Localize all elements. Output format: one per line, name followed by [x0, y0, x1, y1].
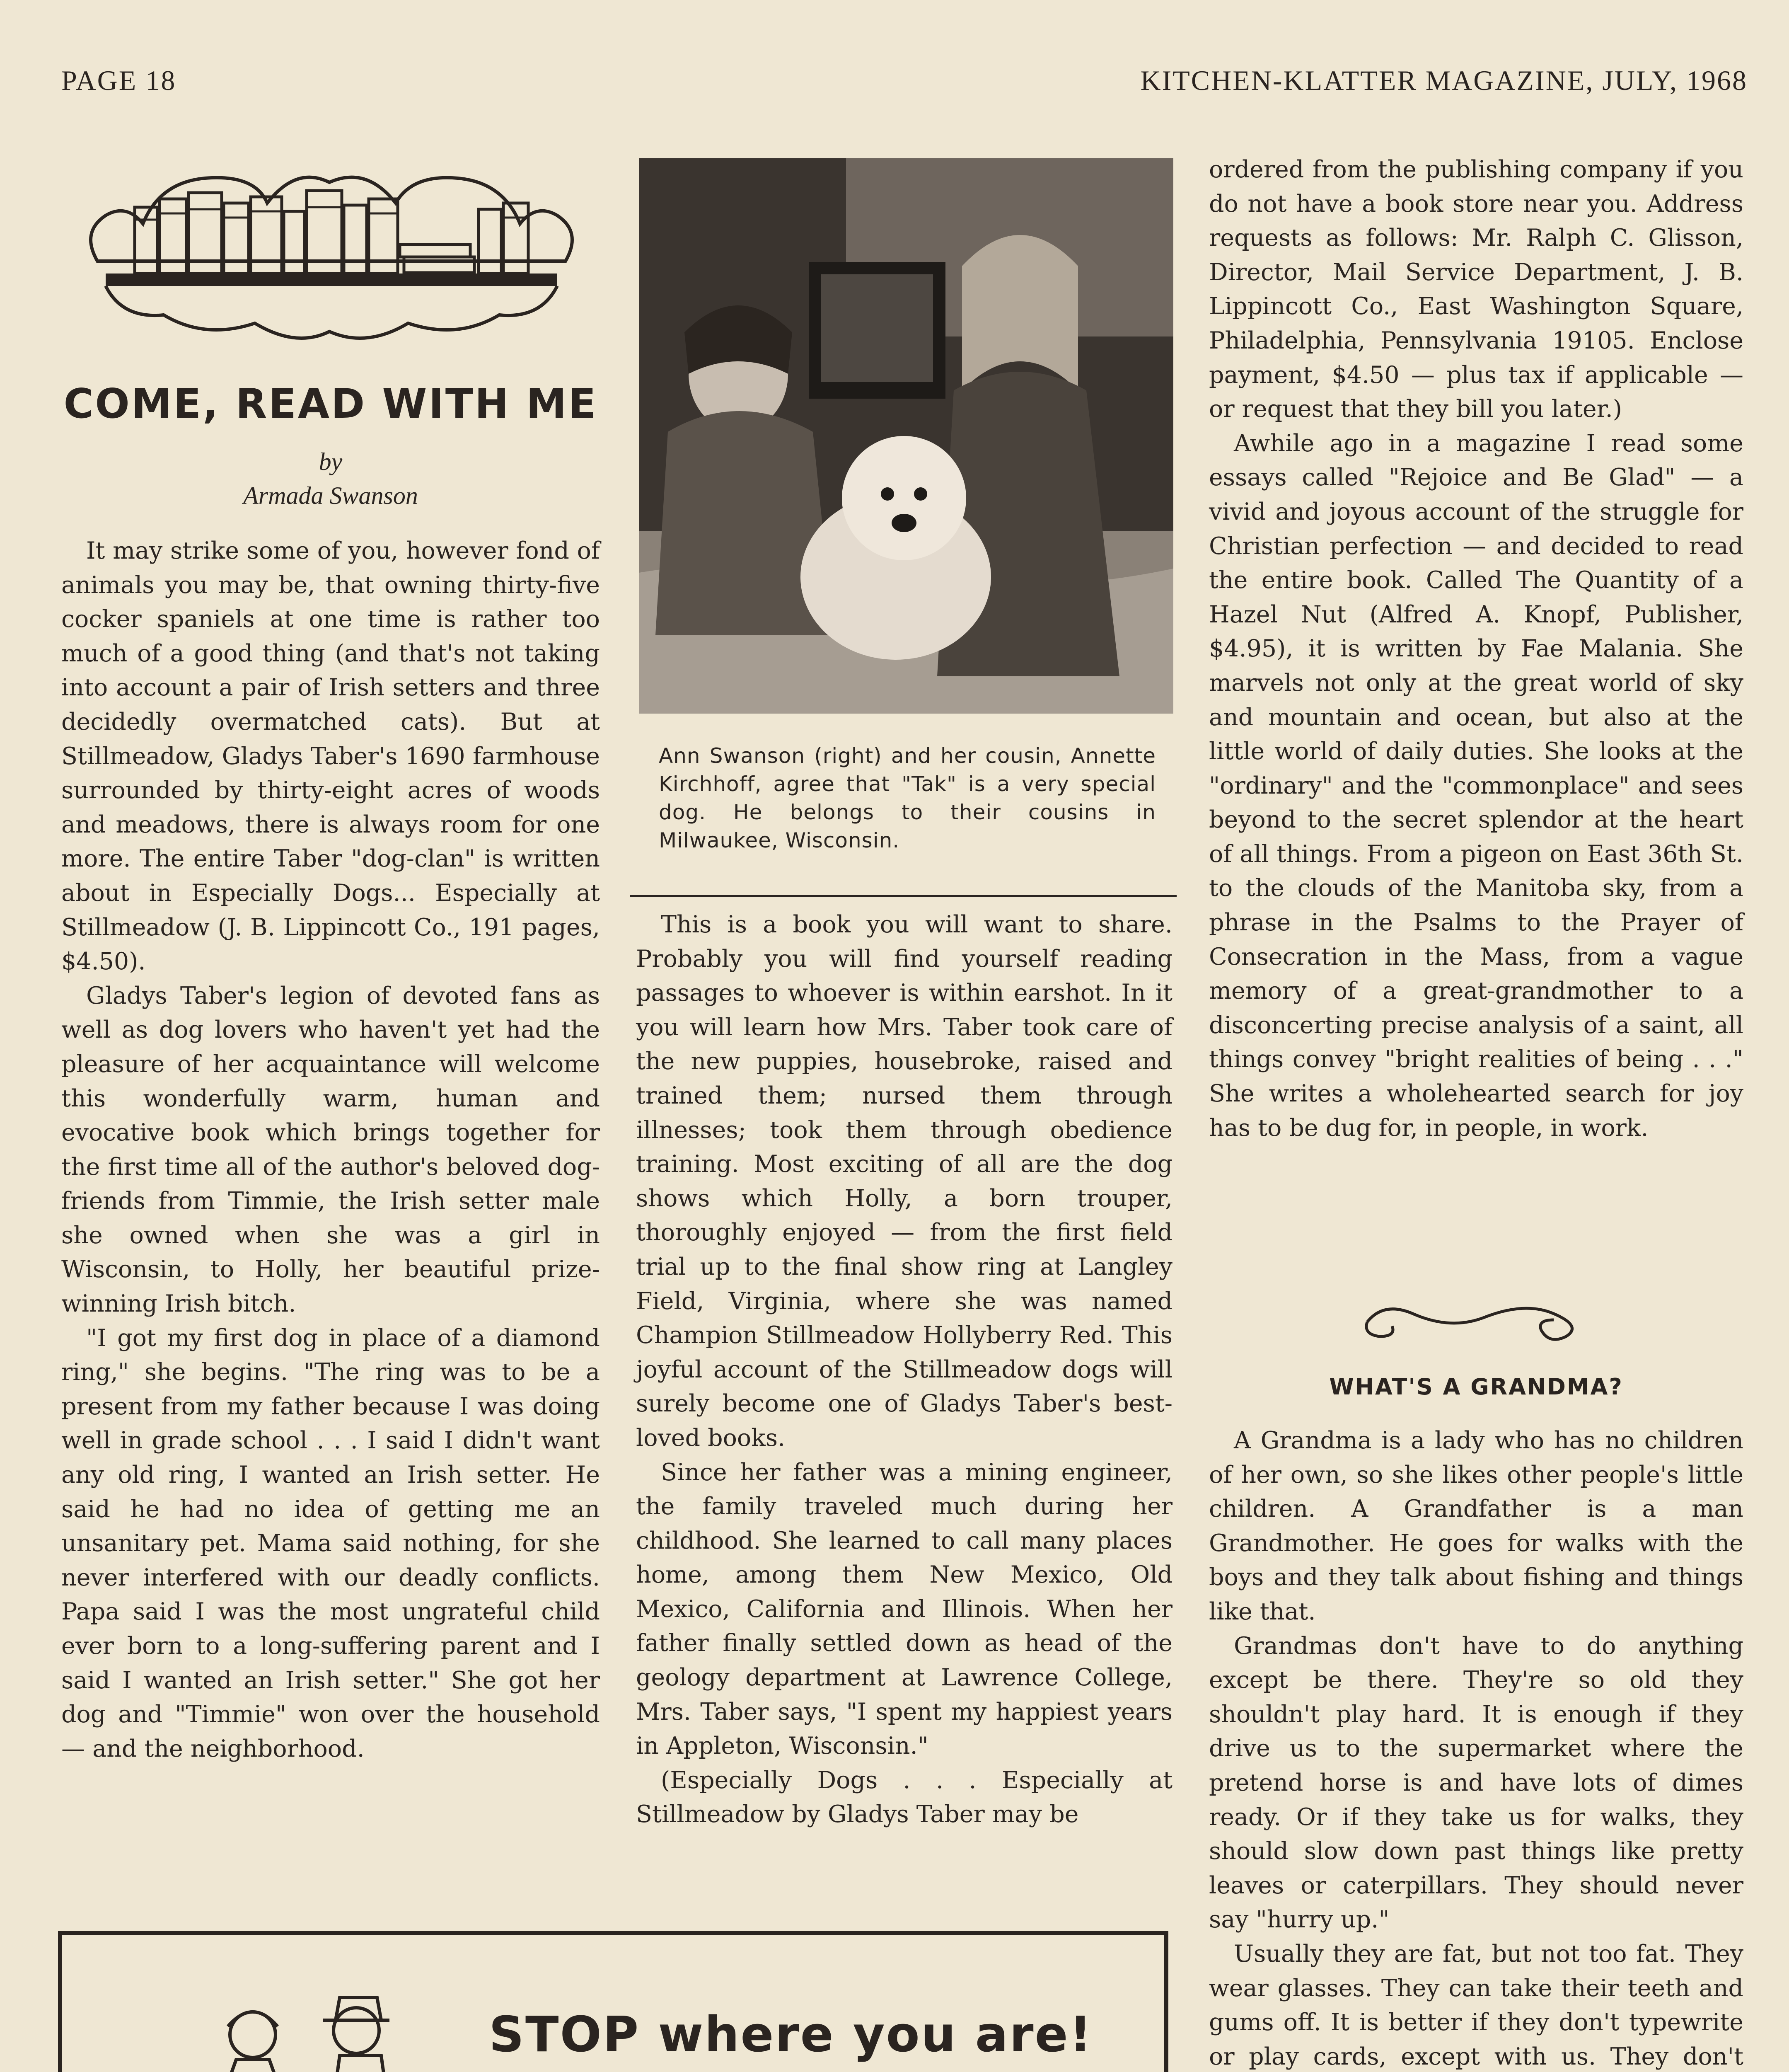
- paragraph: (Especially Dogs . . . Especially at Stillmeadow by Gladys Taber may be: [636, 1766, 1173, 1828]
- photo-girls-with-dog: [639, 158, 1173, 714]
- divider-rule: [630, 895, 1177, 897]
- author-name: Armada Swanson: [243, 482, 418, 509]
- article-title: COME, READ WITH ME: [63, 380, 598, 428]
- paragraph: A Grandma is a lady who has no children of her own, so she likes other people's little children. A Grandfather is a man Grandmother. He goes for walks with the boys and they talk about fishing and things like that.: [1209, 1427, 1743, 1625]
- page-number: PAGE 18: [61, 65, 176, 96]
- grandma-column: [1209, 1423, 1743, 2072]
- paragraph: Since her father was a mining engineer, the family traveled much during her childhood. She learned to call many places home, among them New Mexico, Old Mexico, California and Illinois. When her father finally settled down as head of the geology department at Lawrence College, Mrs. Taber says, "I spent my happiest years in Appleton, Wisconsin.": [636, 1458, 1173, 1760]
- scroll-ornament-icon: [1359, 1297, 1591, 1347]
- paragraph: "I got my first dog in place of a diamond ring," she begins. "The ring was to be a present from my father because I was doing well in grade school . . . I said I didn't want any old ring, I wanted an Irish setter. He said he had no idea of getting me an unsanitary pet. Mama said nothing, for she never interfered with our deadly conflicts. Papa said I was the most ungrateful child ever born to a long-suffering parent and I said I wanted an Irish setter." She got her dog and "Timmie" won over the household — and the neighborhood.: [61, 1324, 600, 1762]
- ad-headline: STOP where you are!: [489, 2006, 1093, 2063]
- article-column-1: [61, 534, 600, 1766]
- paragraph: Grandmas don't have to do anything except be there. They're so old they shouldn't play hard. It is enough if they drive us to the supermarket where the pretend horse is and have lots of dimes ready. Or if they take us for walks, they should slow down past things like pretty leaves or caterpillars. They should never say "hurry up.": [1209, 1632, 1743, 1934]
- paragraph: Usually they are fat, but not too fat. They wear glasses. They can take their teeth and gums off. It is better if they don't typewrite or play cards, except with us. They don't: [1209, 1940, 1743, 2070]
- paragraph: ordered from the publishing company if you do not have a book store near you. Address requests as follows: Mr. Ralph C. Glisson, Director, Mail Service Department, J. B. Lippincott Co., East Washington Square, Philadelphia, Pennsylvania 19105. Enclose payment, $4.50 — plus tax if applicable — or request that they bill you later.): [1209, 156, 1743, 423]
- paragraph: It may strike some of you, however fond of animals you may be, that owning thirty-five cocker spaniels at one time is rather too much of a good thing (and that's not taking into account a pair of Irish setters and three decidedly overmatched cats). But at Stillmeadow, Gladys Taber's 1690 farmhouse surrounded by thirty-eight acres of woods and meadows, there is always room for one more. The entire Taber "dog-clan" is written about in Especially Dogs... Especially at Stillmeadow (J. B. Lippincott Co., 191 pages, $4.50).: [61, 537, 600, 975]
- masthead: KITCHEN-KLATTER MAGAZINE, JULY, 1968: [1140, 65, 1748, 96]
- bookshelf-illustration: [81, 157, 582, 356]
- grandma-heading: WHAT'S A GRANDMA?: [1329, 1374, 1623, 1400]
- paragraph: This is a book you will want to share. Probably you will find yourself reading passages to whoever is within earshot. In it you will learn how Mrs. Taber took care of the new puppies, housebroke, raised and trained them; nursed them through illnesses; took them through obedience training. Most exciting of all are the dog shows which Holly, a born trouper, thoroughly enjoyed — from the first field trial up to the final show ring at Langley Field, Virginia, where she was named Champion Stillmeadow Hollyberry Red. This joyful account of the Stillmeadow dogs will surely become one of Gladys Taber's best-loved books.: [636, 911, 1173, 1452]
- subscription-advertisement: [58, 1931, 1168, 2072]
- article-column-2: [636, 908, 1173, 1832]
- couple-travelers-illustration: [166, 1981, 464, 2072]
- photo-caption: Ann Swanson (right) and her cousin, Annette Kirchhoff, agree that "Tak" is a very special dog. He belongs to their cousins in Milwaukee, Wisconsin.: [659, 744, 1156, 852]
- article-column-3: [1209, 152, 1743, 1145]
- paragraph: Awhile ago in a magazine I read some essays called "Rejoice and Be Glad" — a vivid and joyous account of the struggle for Christian perfection — and decided to read the entire book. Called The Quantity of a Hazel Nut (Alfred A. Knopf, Publisher, $4.95), it is written by Fae Malania. She marvels not only at the great world of sky and mountain and ocean, but also at the little world of daily duties. She looks at the "ordinary" and the "commonplace" and sees beyond to the secret splendor at the heart of all things. From a pigeon on East 36th St. to the clouds of the Manitoba sky, from a phrase in the Psalms to the Prayer of Consecration in the Mass, from a vague memory of a great-grandmother to a disconcerting precise analysis of a saint, all things convey "bright realities of being . . ." She writes a wholehearted search for joy has to be dug for, in people, in work.: [1209, 429, 1743, 1142]
- byline-by: by: [319, 448, 343, 475]
- paragraph: Gladys Taber's legion of devoted fans as well as dog lovers who haven't yet had the pleasure of her acquaintance will welcome this wonderfully warm, human and evocative book which brings together for the first time all of the author's beloved dog-friends from Timmie, the Irish setter male she owned when she was a girl in Wisconsin, to Holly, her beautiful prize-winning Irish bitch.: [61, 982, 600, 1318]
